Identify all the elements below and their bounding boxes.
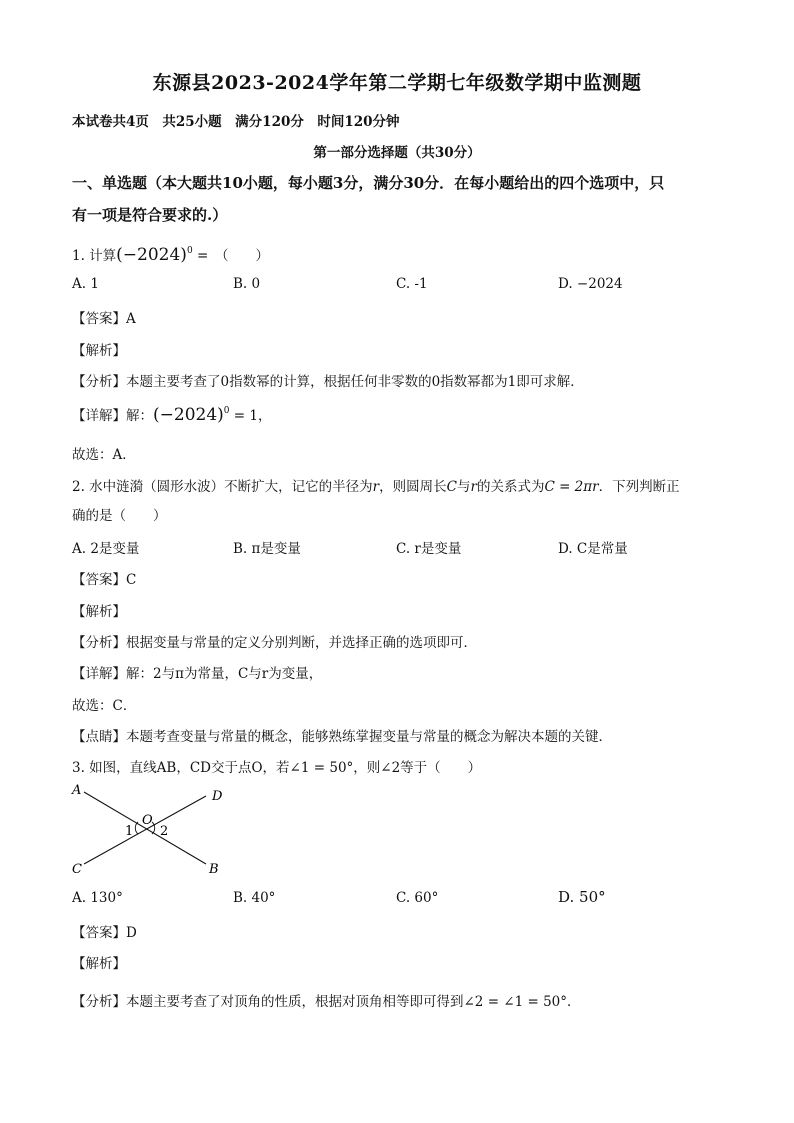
q3-option-b: B. 40° — [233, 890, 276, 906]
q1-detail-exponent: 0 — [223, 406, 230, 416]
q2-option-a: A. 2是变量 — [72, 541, 140, 557]
q2-analysis: 【分析】根据变量与常量的定义分别判断，并选择正确的选项即可． — [72, 635, 477, 651]
label-angle-2: 2 — [160, 824, 169, 839]
label-o: O — [142, 813, 153, 828]
q2-text-c: 与 — [456, 479, 471, 495]
q1-detail-base: (−2024) — [153, 405, 224, 425]
question-2-line1 — [72, 475, 680, 495]
q2-var-r: r — [372, 479, 380, 495]
section-heading-line1: 一、单选题（本大题共10小题，每小题3分，满分30分．在每小题给出的四个选项中，只 — [72, 174, 665, 192]
q3-option-a: A. 130° — [72, 890, 123, 906]
q2-detail: 【详解】解：2与π为常量，C与r为变量， — [72, 666, 323, 682]
label-a: A — [72, 783, 82, 798]
question-2-line2: 确的是（ ） — [72, 508, 167, 524]
q2-text-b: ，则圆周长 — [379, 479, 447, 495]
q1-base: (−2024) — [116, 245, 187, 265]
q2-text-d: 的关系式为 — [476, 479, 545, 495]
q2-option-d: D. C是常量 — [558, 541, 628, 557]
q1-option-d: D. −2024 — [558, 276, 623, 292]
page-title: 东源县2023-2024学年第二学期七年级数学期中监测题 — [152, 72, 642, 94]
q2-option-b: B. π是变量 — [233, 541, 301, 557]
q3-figure — [66, 780, 226, 880]
q1-detail-prefix: 【详解】解： — [72, 408, 153, 424]
q1-exponent: 0 — [186, 246, 193, 256]
q3-option-d: D. 50° — [558, 888, 606, 906]
q2-comment: 【点睛】本题考查变量与常量的概念，能够熟练掌握变量与常量的概念为解决本题的关键． — [72, 729, 612, 745]
q2-var-r-2: r — [470, 479, 477, 495]
q2-choose: 故选：C． — [72, 698, 137, 714]
q2-answer: 【答案】C — [72, 572, 137, 588]
question-1 — [72, 244, 269, 265]
label-c: C — [72, 862, 82, 877]
q2-formula: C = 2πr — [544, 479, 599, 495]
part-heading: 第一部分选择题（共30分） — [313, 145, 481, 161]
q3-answer: 【答案】D — [72, 925, 137, 941]
q1-detail — [72, 404, 272, 425]
q3-jiexi: 【解析】 — [72, 956, 126, 972]
q1-analysis: 【分析】本题主要考查了0指数幂的计算，根据任何非零数的0指数幂都为1即可求解． — [72, 374, 584, 390]
q2-option-c: C. r是变量 — [396, 541, 462, 557]
q1-option-b: B. 0 — [233, 276, 261, 292]
q3-option-c: C. 60° — [396, 890, 439, 906]
q1-prefix: 1. 计算 — [72, 248, 117, 264]
q1-answer: 【答案】A — [72, 311, 136, 327]
q2-text-e: ．下列判断正 — [598, 479, 680, 495]
q3-analysis: 【分析】本题主要考查了对顶角的性质，根据对顶角相等即可得到∠2 = ∠1 = 50°． — [72, 994, 581, 1010]
section-heading-line2: 有一项是符合要求的.） — [72, 206, 228, 224]
q1-suffix: = （ ） — [192, 248, 270, 264]
exam-info: 本试卷共4页 共25小题 满分120分 时间120分钟 — [72, 114, 400, 130]
q1-option-c: C. -1 — [396, 276, 428, 292]
q2-jiexi: 【解析】 — [72, 604, 126, 620]
q1-choose: 故选：A． — [72, 447, 136, 463]
q2-text-a: 2. 水中涟漪（圆形水波）不断扩大，记它的半径为 — [72, 479, 373, 495]
label-b: B — [209, 862, 219, 877]
q2-var-c: C — [446, 479, 457, 495]
q1-option-a: A. 1 — [72, 276, 99, 292]
q1-detail-suffix: = 1， — [229, 408, 272, 424]
q1-jiexi: 【解析】 — [72, 343, 126, 359]
question-3: 3. 如图，直线AB，CD交于点O，若∠1 = 50°，则∠2等于（ ） — [72, 760, 482, 776]
label-angle-1: 1 — [125, 824, 134, 839]
label-d: D — [212, 789, 223, 804]
